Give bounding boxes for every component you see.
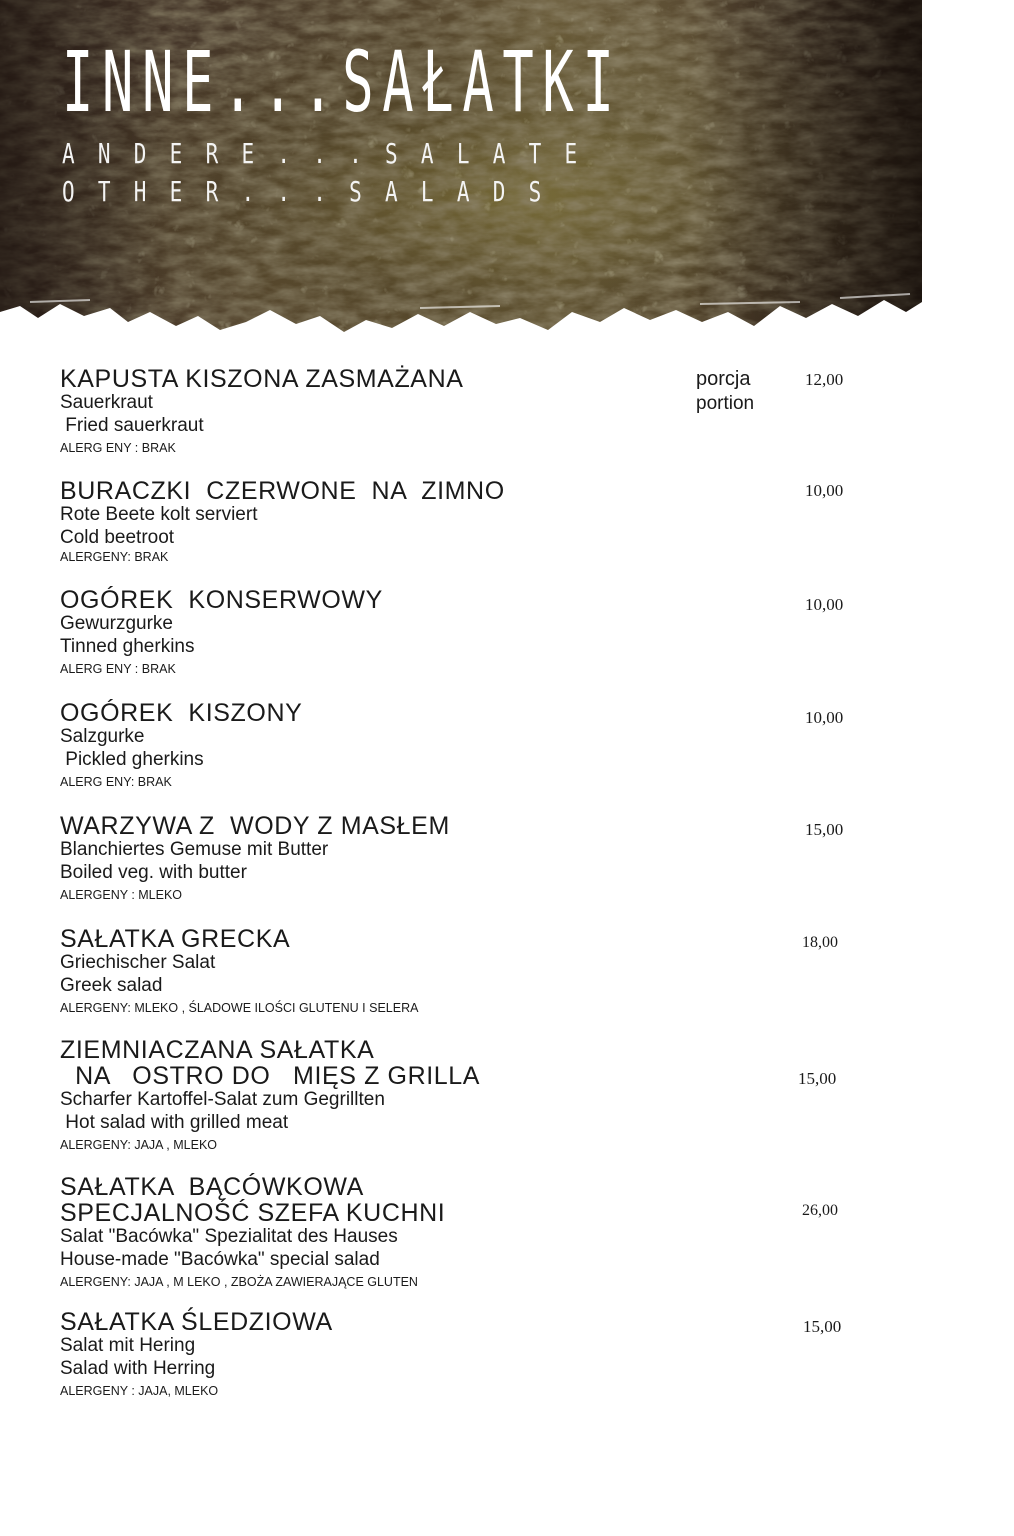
item-name-en: Greek salad [60, 974, 163, 996]
item-name: WARZYWA Z WODY Z MASŁEM [60, 812, 450, 840]
item-name: BURACZKI CZERWONE NA ZIMNO [60, 477, 505, 505]
item-name-de: Scharfer Kartoffel-Salat zum Gegrillten [60, 1089, 385, 1110]
item-allergens: ALERG ENY : BRAK [60, 662, 176, 676]
item-allergens: ALERGENY: JAJA , MLEKO [60, 1138, 218, 1152]
item-name-en: Tinned gherkins [60, 635, 195, 657]
item-name-en: Fried sauerkraut [60, 414, 204, 436]
item-allergens: ALERG ENY : BRAK [60, 441, 176, 455]
menu-item [60, 700, 920, 790]
item-name-en: Boiled veg. with butter [60, 861, 247, 883]
menu-item [60, 926, 920, 1016]
item-name-de: Salzgurke [60, 726, 145, 747]
item-allergens: ALERGENY: BRAK [60, 550, 169, 564]
item-name-de: Rote Beete kolt serviert [60, 504, 258, 525]
item-name: KAPUSTA KISZONA ZASMAŻANA [60, 365, 464, 393]
menu-item [60, 587, 920, 677]
menu-item [60, 366, 920, 456]
page-subtitle-de: ANDERE...SALATE [62, 137, 601, 170]
item-price: 10,00 [805, 708, 844, 727]
header-banner [0, 0, 922, 362]
item-allergens: ALERGENY : JAJA, MLEKO [60, 1384, 219, 1398]
item-name: OGÓREK KONSERWOWY [60, 586, 383, 614]
item-price: 26,00 [802, 1202, 838, 1219]
item-price: 10,00 [805, 595, 844, 614]
item-name-en: Pickled gherkins [60, 748, 204, 770]
torn-edge [0, 282, 922, 362]
menu-item [60, 1309, 920, 1399]
item-name-line2: SPECJALNOŚĆ SZEFA KUCHNI [60, 1199, 446, 1227]
item-name: SAŁATKA BĄCÓWKOWA [60, 1173, 364, 1201]
item-name-en: Salad with Herring [60, 1357, 216, 1379]
portion-label-en: portion [696, 393, 755, 414]
item-name: SAŁATKA ŚLEDZIOWA [60, 1308, 333, 1336]
item-price: 18,00 [802, 934, 838, 951]
item-name: OGÓREK KISZONY [60, 699, 303, 727]
item-name-de: Blanchiertes Gemuse mit Butter [60, 839, 329, 860]
item-allergens: ALERGENY: MLEKO , ŚLADOWE ILOŚCI GLUTENU I SELERA [60, 1001, 419, 1015]
menu-item [60, 1037, 920, 1153]
item-name-line2: NA OSTRO DO MIĘS Z GRILLA [60, 1062, 481, 1090]
portion-label-pl: porcja [696, 368, 751, 390]
item-name-de: Gewurzgurke [60, 613, 173, 634]
menu-item [60, 478, 920, 565]
item-price: 10,00 [805, 481, 844, 500]
item-name-en: Cold beetroot [60, 526, 175, 548]
item-name: ZIEMNIACZANA SAŁATKA [60, 1036, 375, 1064]
item-allergens: ALERG ENY: BRAK [60, 775, 172, 789]
item-name-de: Sauerkraut [60, 392, 153, 413]
item-name-de: Salat mit Hering [60, 1335, 196, 1356]
page-title: INNE...SAŁATKI [62, 33, 623, 131]
item-price: 15,00 [798, 1069, 837, 1088]
item-price: 12,00 [805, 370, 844, 389]
menu-item [60, 813, 920, 903]
menu-item [60, 1174, 920, 1290]
item-allergens: ALERGENY : MLEKO [60, 888, 183, 902]
item-price: 15,00 [805, 820, 844, 839]
item-price: 15,00 [803, 1317, 842, 1336]
item-name-en: House-made "Bacówka" special salad [60, 1248, 380, 1270]
item-name-de: Griechischer Salat [60, 952, 216, 973]
item-allergens: ALERGENY: JAJA , M LEKO , ZBOŻA ZAWIERAJĄCE GLUTEN [60, 1275, 418, 1289]
page-subtitle-en: OTHER...SALADS [62, 175, 565, 208]
item-name-en: Hot salad with grilled meat [60, 1111, 289, 1133]
item-name: SAŁATKA GRECKA [60, 925, 291, 953]
item-name-de: Salat "Bacówka" Spezialitat des Hauses [60, 1226, 398, 1247]
